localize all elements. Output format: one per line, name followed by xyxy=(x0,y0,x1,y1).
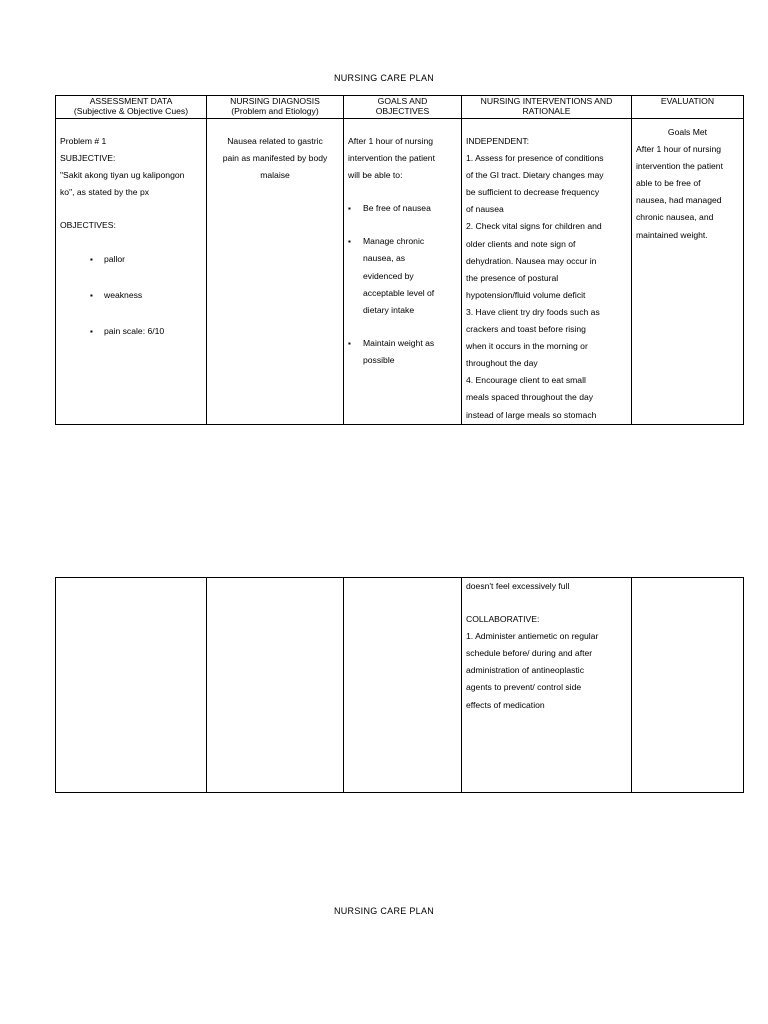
evaluation-line: nausea, had managed xyxy=(636,195,722,206)
header-diagnosis-title: NURSING DIAGNOSIS xyxy=(230,96,320,106)
goal-text: ▪ Maintain weight as xyxy=(363,337,435,348)
independent-label: INDEPENDENT: xyxy=(466,136,530,146)
intervention-line: meals spaced throughout the day xyxy=(466,392,594,403)
header-diagnosis xyxy=(207,96,344,119)
evaluation-line: maintained weight. xyxy=(636,229,708,240)
intervention-line: dehydration. Nausea may occur in xyxy=(466,255,597,266)
goal-text: possible xyxy=(363,354,395,365)
evaluation-line: chronic nausea, and xyxy=(636,212,714,223)
intervention-line: instead of large meals so stomach xyxy=(466,409,597,420)
header-goals-subtitle: OBJECTIVES xyxy=(375,106,430,116)
header-assessment xyxy=(56,96,207,119)
list-item: ▪ weakness xyxy=(60,287,202,304)
evaluation-line: After 1 hour of nursing xyxy=(636,144,722,155)
intervention-line: 3. Have client try dry foods such as xyxy=(466,306,600,317)
evaluation-line: able to be free of xyxy=(636,178,701,189)
header-interventions-subtitle: RATIONALE xyxy=(522,106,571,116)
goal-text: acceptable level of xyxy=(363,287,435,298)
goals-intro: After 1 hour of nursing xyxy=(348,136,434,146)
goals-cell-empty xyxy=(344,578,462,793)
page-title-next: NURSING CARE PLAN xyxy=(333,906,435,916)
intervention-line: the presence of postural xyxy=(466,272,559,283)
intervention-line: 2. Check vital signs for children and xyxy=(466,221,602,232)
intervention-line: of nausea xyxy=(466,204,504,215)
collaborative-label: COLLABORATIVE: xyxy=(466,614,540,625)
goal-text: dietary intake xyxy=(363,304,415,315)
interventions-cell xyxy=(462,119,632,425)
care-plan-table xyxy=(55,95,744,425)
diagnosis-cell-empty xyxy=(207,578,344,793)
evaluation-line: intervention the patient xyxy=(636,161,723,172)
intervention-line: when it occurs in the morning or xyxy=(466,341,588,352)
intervention-line: hypotension/fluid volume deficit xyxy=(466,289,586,300)
evaluation-status: Goals Met xyxy=(667,127,708,137)
diagnosis-text: pain as manifested by body xyxy=(222,153,328,164)
header-interventions xyxy=(462,96,632,119)
intervention-line: crackers and toast before rising xyxy=(466,324,586,335)
objectives-label: OBJECTIVES: xyxy=(60,220,116,231)
intervention-line: agents to prevent/ control side xyxy=(466,682,582,693)
goals-intro: intervention the patient xyxy=(348,153,435,164)
intervention-line: administration of antineoplastic xyxy=(466,665,584,676)
header-assessment-title: ASSESSMENT DATA xyxy=(89,96,173,106)
objectives-list xyxy=(60,251,202,339)
header-assessment-subtitle: (Subjective & Objective Cues) xyxy=(73,106,189,116)
header-evaluation xyxy=(632,96,744,119)
evaluation-cell xyxy=(632,119,744,425)
header-diagnosis-subtitle: (Problem and Etiology) xyxy=(231,106,319,116)
intervention-line: older clients and note sign of xyxy=(466,238,576,249)
problem-number: Problem # 1 xyxy=(60,136,107,146)
intervention-line: doesn't feel excessively full xyxy=(466,581,570,591)
goals-cell xyxy=(344,119,462,425)
table-row xyxy=(56,578,744,793)
intervention-line: 1. Administer antiemetic on regular xyxy=(466,631,599,642)
intervention-line: be sufficient to decrease frequency xyxy=(466,187,600,198)
goal-text: ▪ Manage chronic xyxy=(363,236,425,247)
goal-text: nausea, as xyxy=(363,253,406,264)
table-row xyxy=(56,119,744,425)
list-item xyxy=(348,233,457,318)
header-interventions-title: NURSING INTERVENTIONS AND xyxy=(480,96,613,106)
header-goals-title: GOALS AND xyxy=(377,96,428,106)
intervention-line: 1. Assess for presence of conditions xyxy=(466,153,604,164)
goal-text: evidenced by xyxy=(363,270,414,281)
evaluation-cell-empty xyxy=(632,578,744,793)
subjective-quote-cont: ko", as stated by the px xyxy=(60,187,150,198)
list-item: ▪ pain scale: 6/10 xyxy=(60,323,202,340)
care-plan-table-continued xyxy=(55,577,744,793)
diagnosis-text: Nausea related to gastric xyxy=(227,136,323,146)
subjective-label: SUBJECTIVE: xyxy=(60,153,116,164)
assessment-cell-empty xyxy=(56,578,207,793)
diagnosis-text: malaise xyxy=(260,170,290,181)
table-header-row xyxy=(56,96,744,119)
diagnosis-cell xyxy=(207,119,344,425)
intervention-line: 4. Encourage client to eat small xyxy=(466,375,586,386)
page-title: NURSING CARE PLAN xyxy=(333,73,435,83)
goals-intro: will be able to: xyxy=(348,170,403,181)
header-goals xyxy=(344,96,462,119)
intervention-line: throughout the day xyxy=(466,358,538,369)
goal-text: ▪ Be free of nausea xyxy=(363,203,431,214)
goals-list xyxy=(348,200,457,369)
list-item xyxy=(348,200,457,217)
header-evaluation-title: EVALUATION xyxy=(660,96,715,106)
intervention-line: effects of medication xyxy=(466,699,545,710)
list-item: ▪ pallor xyxy=(60,251,202,268)
intervention-line: schedule before/ during and after xyxy=(466,648,593,659)
subjective-quote: "Sakit akong tiyan ug kalipongon xyxy=(60,170,185,181)
interventions-cell-continued xyxy=(462,578,632,793)
list-item xyxy=(348,335,457,369)
assessment-cell xyxy=(56,119,207,425)
intervention-line: of the GI tract. Dietary changes may xyxy=(466,170,604,181)
